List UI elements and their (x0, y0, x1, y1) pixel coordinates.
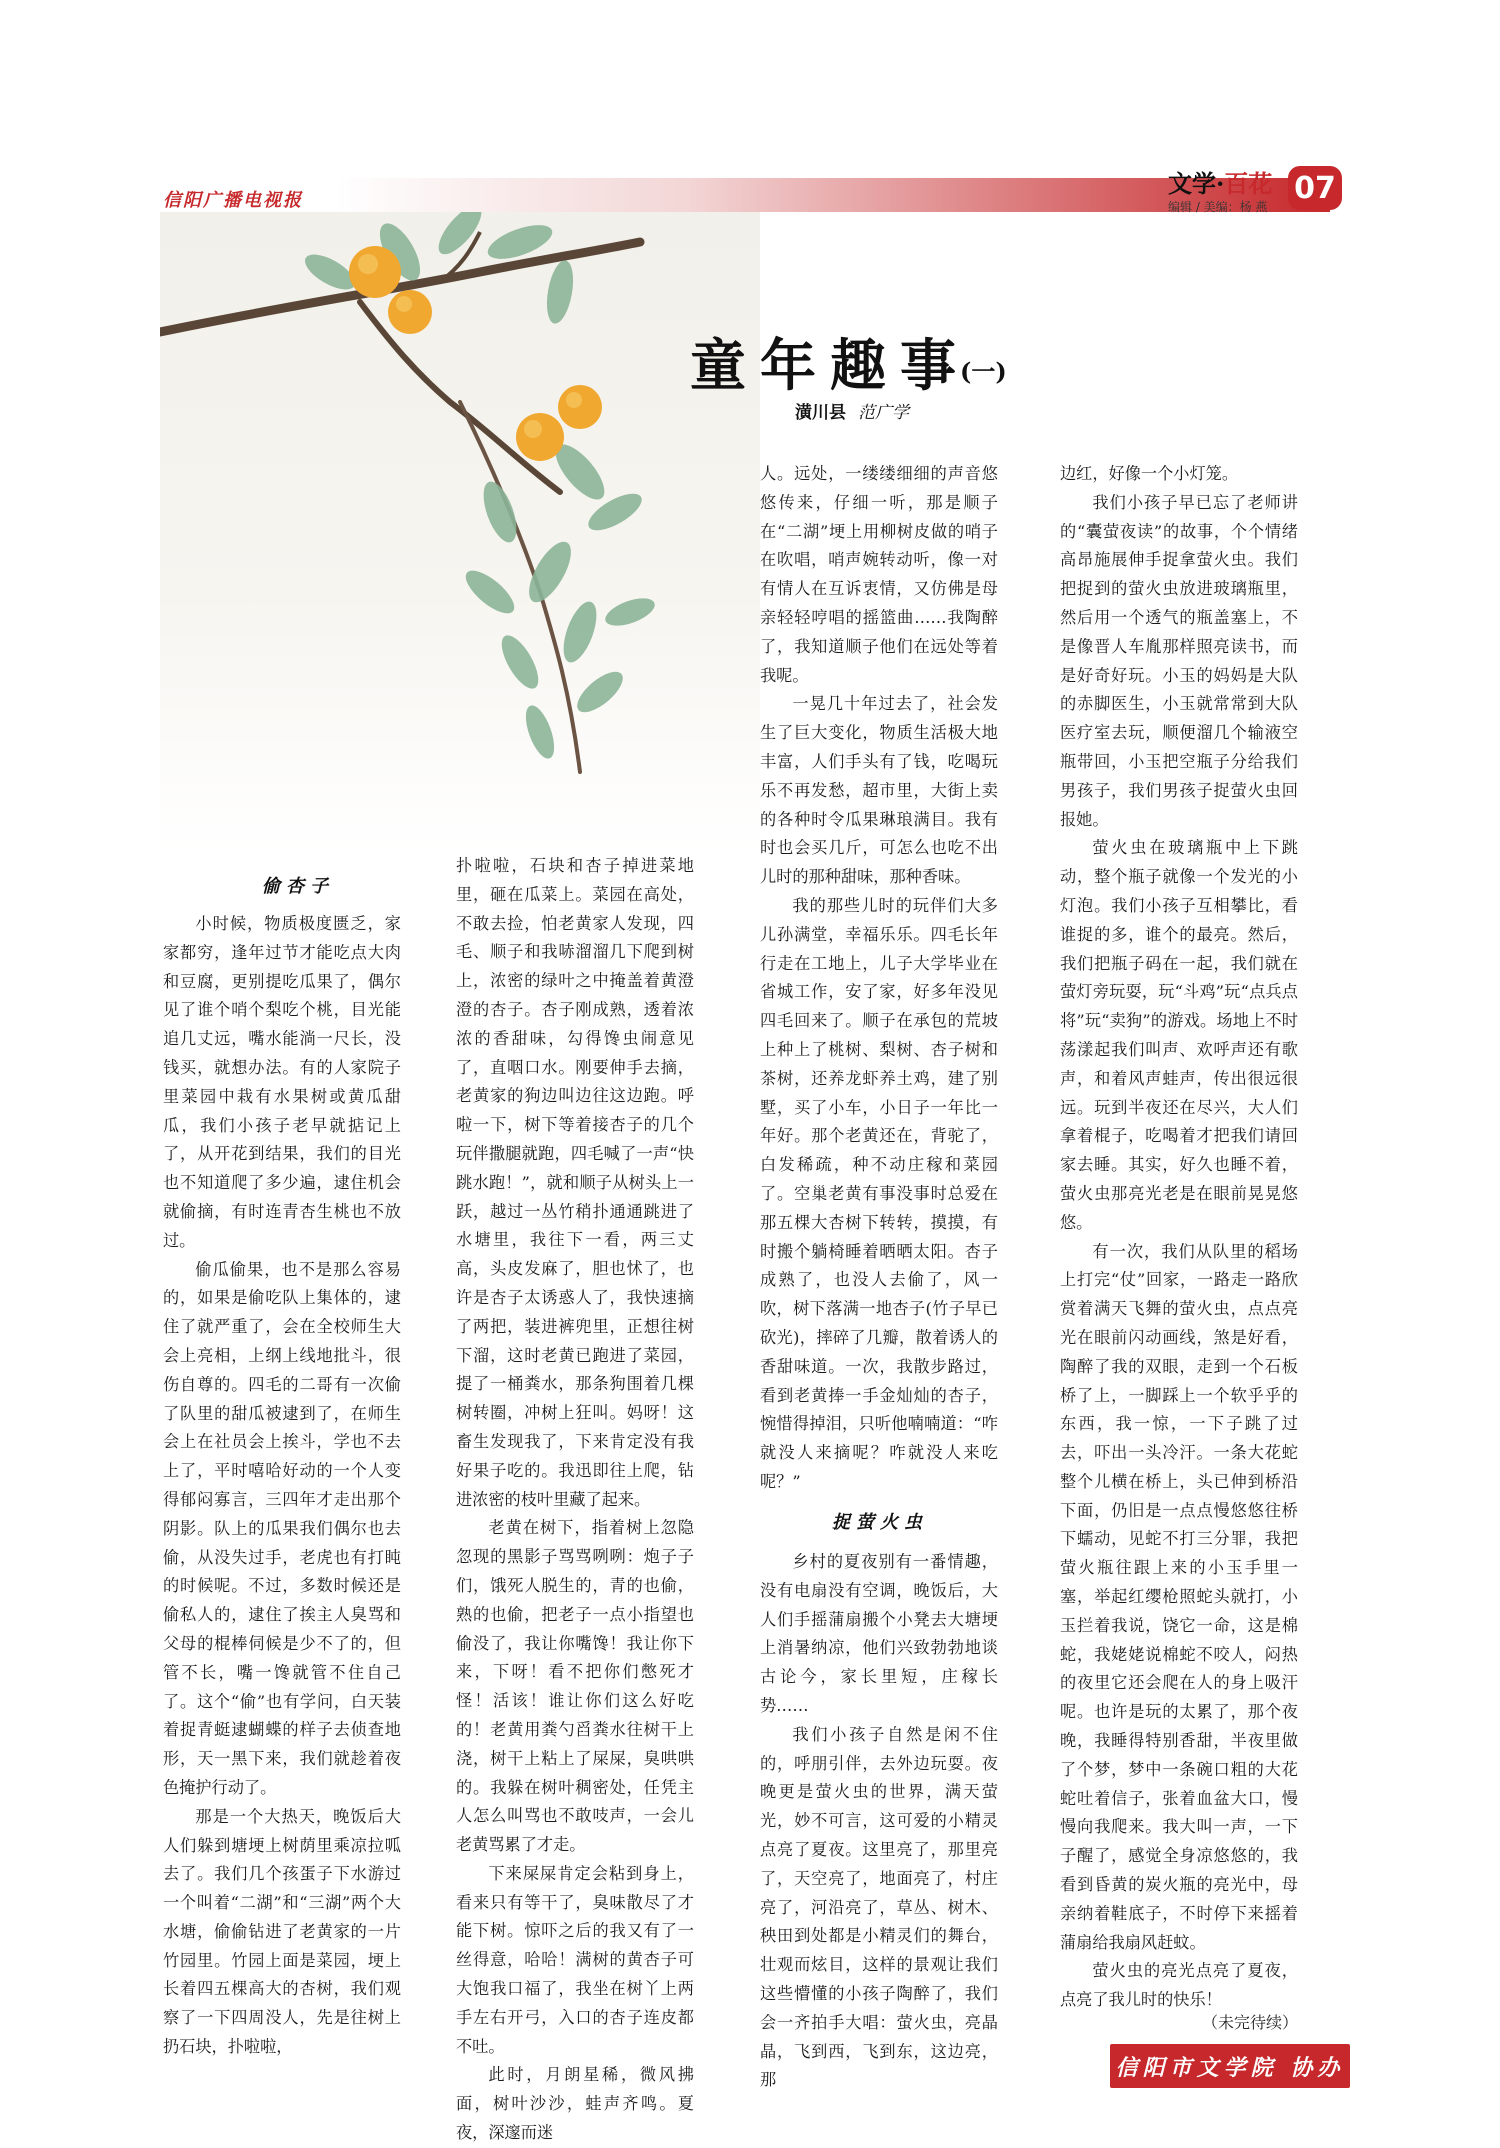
apricot-branch-drawing (160, 212, 760, 852)
column-4 (1060, 460, 1298, 2010)
paragraph: 小时候，物质极度匮乏，家家都穷，逢年过节才能吃点大肉和豆腐，更别提吃瓜果了，偶尔见了谁个哨个梨吃个桃，目光能追几丈远，嘴水能淌一尺长，没钱买，就想办法。有的人家院子里菜园中栽有水果树或黄瓜甜瓜，我们小孩子老早就掂记上了，从开花到结果，我们的目光也不知道爬了多少遍，逮住机会就偷摘，有时连青杏生桃也不放过。 (163, 914, 401, 1250)
paragraph: 老黄在树下，指着树上忽隐忽现的黑影子骂骂咧咧：炮子子们，饿死人脱生的，青的也偷，熟的也偷，把老子一点小指望也偷没了，我让你嘴馋！我让你下来，下呀！看不把你们憋死才怪！活该！谁让你们这么好吃的！老黄用粪勺舀粪水往树干上浇，树干上粘上了屎屎，臭哄哄的。我躲在树叶稠密处，任凭主人怎么叫骂也不敢吱声，一会儿老黄骂累了才走。 (456, 1518, 694, 1855)
co-organizer-badge: 信阳市文学院 协办 (1110, 2044, 1350, 2088)
paragraph: 人。远处，一缕缕细细的声音悠悠传来，仔细一听，那是顺子在“二湖”埂上用柳树皮做的哨子在吹唱，哨声婉转动听，像一对有情人在互诉衷情，又仿佛是母亲轻轻哼唱的摇篮曲……我陶醉了，我知道顺子他们在远处等着我呢。 (760, 464, 998, 685)
paragraph: 萤火虫在玻璃瓶中上下跳动，整个瓶子就像一个发光的小灯泡。我们小孩子互相攀比，看谁捉的多，谁个的最亮。然后，我们把瓶子码在一起，我们就在萤灯旁玩耍，玩“斗鸡”玩“点兵点将”玩“卖狗”的游戏。场地上不时荡漾起我们叫声、欢呼声还有歌声，和着风声蛙声，传出很远很远。玩到半夜还在尽兴，大人们拿着棍子，吃喝着才把我们请回家去睡。其实，好久也睡不着，萤火虫那亮光老是在眼前晃晃悠悠。 (1060, 838, 1298, 1232)
to-be-continued: （未完待续） (1202, 2013, 1299, 2032)
column-3-top (760, 460, 998, 1491)
paragraph: 下来屎屎肯定会粘到身上，看来只有等干了，臭味散尽了才能下树。惊吓之后的我又有了一丝得意，哈哈！满树的黄杏子可大饱我口福了，我坐在树丫上两手左右开弓，入口的杏子连皮都不吐。 (456, 1863, 694, 2056)
byline-county: 潢川县 (795, 403, 846, 423)
paragraph: 萤火虫的亮光点亮了夏夜，点亮了我儿时的快乐！ (1060, 1961, 1298, 2010)
section-title-a: 文学· (1168, 169, 1225, 198)
column-3-bottom (760, 1548, 998, 2090)
page-number: 07 (1288, 166, 1342, 210)
byline (795, 398, 909, 423)
paragraph: 我们小孩子自然是闲不住的，呼朋引伴，去外边玩耍。夜晚更是萤火虫的世界，满天萤光，妙不可言，这可爱的小精灵点亮了夏夜。这里亮了，那里亮了，天空亮了，地面亮了，村庄亮了，河沿亮了，草丛、树木、秧田到处都是小精灵们的舞台，壮观而炫目，这样的景观让我们这些懵懂的小孩子陶醉了，我们会一齐拍手大唱：萤火虫，亮晶晶，飞到西，飞到东，这边亮，那 (760, 1724, 998, 2090)
article-title: 童年趣事 (690, 333, 970, 399)
section-title-b: 百花 (1224, 169, 1273, 198)
article-part: (一) (960, 357, 1007, 386)
column-1 (163, 910, 401, 2057)
paragraph: 乡村的夏夜别有一番情趣，没有电扇没有空调，晚饭后，大人们手摇蒲扇搬个小凳去大塘埂上消暑纳凉，他们兴致勃勃地谈古论今，家长里短，庄稼长势…… (760, 1552, 998, 1715)
section-title (1168, 164, 1272, 199)
section-title-catch-firefly: 捉萤火虫 (832, 1512, 928, 1533)
byline-author: 范广学 (858, 403, 909, 423)
paragraph: 我们小孩子早已忘了老师讲的“囊萤夜读”的故事，个个情绪高昂施展伸手捉拿萤火虫。我们把捉到的萤火虫放进玻璃瓶里，然后用一个透气的瓶盖塞上，不是像晋人车胤那样照亮读书，而是好奇好玩。小玉的妈妈是大队的赤脚医生，小玉就常常到大队医疗室去玩，顺便溜几个输液空瓶带回，小玉把空瓶子分给我们男孩子，我们男孩子捉萤火虫回报她。 (1060, 492, 1298, 829)
paragraph: 我的那些儿时的玩伴们大多儿孙满堂，幸福乐乐。四毛长年行走在工地上，儿子大学毕业在省城工作，安了家，好多年没见四毛回来了。顺子在承包的荒坡上种上了桃树、梨树、杏子树和茶树，还养龙虾养土鸡，建了别墅，买了小车，小日子一年比一年好。那个老黄还在，背驼了，白发稀疏，种不动庄稼和菜园了。空巢老黄有事没事时总爱在那五棵大杏树下转转，摸摸，有时搬个躺椅睡着晒晒太阳。杏子成熟了，也没人去偷了，风一吹，树下落满一地杏子(竹子早已砍光)，摔碎了几瓣，散着诱人的香甜味道。一次，我散步路过，看到老黄捧一手金灿灿的杏子，惋惜得掉泪，只听他喃喃道：“咋就没人来摘呢？咋就没人来吃呢？” (760, 895, 998, 1491)
paragraph: 边红，好像一个小灯笼。 (1060, 464, 1239, 483)
column-2 (456, 852, 694, 2143)
editor-line: 编辑 / 美编：杨 燕 (1168, 200, 1268, 214)
paragraph: 那是一个大热天，晚饭后大人们躲到塘埂上树荫里乘凉拉呱去了。我们几个孩蛋子下水游过一个叫着“二湖”和“三湖”两个大水塘，偷偷钻进了老黄家的一片竹园里。竹园上面是菜园，埂上长着四五棵高大的杏树，我们观察了一下四周没人，先是往树上扔石块，扑啦啦， (163, 1806, 401, 2057)
paragraph: 一晃几十年过去了，社会发生了巨大变化，物质生活极大地丰富，人们手头有了钱，吃喝玩乐不再发愁，超市里，大街上卖的各种时令瓜果琳琅满目。我有时也会买几斤，可怎么也吃不出儿时的那种甜味，那种香味。 (760, 694, 998, 887)
section-title-steal-apricot: 偷杏子 (262, 876, 334, 897)
paragraph: 扑啦啦，石块和杏子掉进菜地里，砸在瓜菜上。菜园在高处，不敢去捡，怕老黄家人发现，四毛、顺子和我哧溜溜几下爬到树上，浓密的绿叶之中掩盖着黄澄澄的杏子。杏子刚成熟，透着浓浓的香甜味，勾得馋虫闹意见了，直咽口水。刚要伸手去摘，老黄家的狗边叫边往这边跑。呼啦一下，树下等着接杏子的几个玩伴撒腿就跑，四毛喊了一声“快跳水跑！”，就和顺子从树头上一跃，越过一丛竹稍扑通通跳进了水塘里，我往下一看，两三丈高，头皮发麻了，胆也怵了，也许是杏子太诱惑人了，我快速摘了两把，装进裤兜里，正想往树下溜，这时老黄已跑进了菜园，提了一桶粪水，那条狗围着几棵树转圈，冲树上狂叫。妈呀！这畜生发现我了，下来肯定没有我好果子吃的。我迅即往上爬，钻进浓密的枝叶里藏了起来。 (456, 856, 694, 1509)
paragraph: 偷瓜偷果，也不是那么容易的，如果是偷吃队上集体的，逮住了就严重了，会在全校师生大会上亮相，上纲上线地批斗，很伤自尊的。四毛的二哥有一次偷了队里的甜瓜被逮到了，在师生会上在社员会上挨斗，学也不去上了，平时嘻哈好动的一个人变得郁闷寡言，三四年才走出那个阴影。队上的瓜果我们偶尔也去偷，从没失过手，老虎也有打盹的时候呢。不过，多数时候还是偷私人的，逮住了挨主人臭骂和父母的棍棒伺候是少不了的，但管不长，嘴一馋就管不住自己了。这个“偷”也有学问，白天装着捉青蜓逮蝴蝶的样子去侦查地形，天一黑下来，我们就趁着夜色掩护行动了。 (163, 1259, 401, 1797)
paragraph: 此时，月朗星稀，微风拂面，树叶沙沙，蛙声齐鸣。夏夜，深邃而迷 (456, 2065, 694, 2143)
header-bar (160, 178, 1330, 212)
paragraph: 有一次，我们从队里的稻场上打完“仗”回家，一路走一路欣赏着满天飞舞的萤火虫，点点亮光在眼前闪动画线，煞是好看，陶醉了我的双眼，走到一个石板桥了上，一脚踩上一个软乎乎的东西，我一惊，一下子跳了过去，吓出一头冷汗。一条大花蛇整个儿横在桥上，头已伸到桥沿下面，仍旧是一点点慢悠悠往桥下蠕动，见蛇不打三分罪，我把萤火瓶往跟上来的小玉手里一塞，举起红缨枪照蛇头就打，小玉拦着我说，饶它一命，这是棉蛇，我姥姥说棉蛇不咬人，闷热的夜里它还会爬在人的身上吸汗呢。也许是玩的太累了，那个夜晚，我睡得特别香甜，半夜里做了个梦，梦中一条碗口粗的大花蛇吐着信子，张着血盆大口，慢慢向我爬来。我大叫一声，一下子醒了，感觉全身凉悠悠的，我看到昏黄的炭火瓶的亮光中，母亲纳着鞋底子，不时停下来摇着蒲扇给我扇风赶蚊。 (1060, 1241, 1298, 1952)
paper-name: 信阳广播电视报 (163, 190, 303, 211)
apricot-branch-illustration (160, 212, 760, 852)
